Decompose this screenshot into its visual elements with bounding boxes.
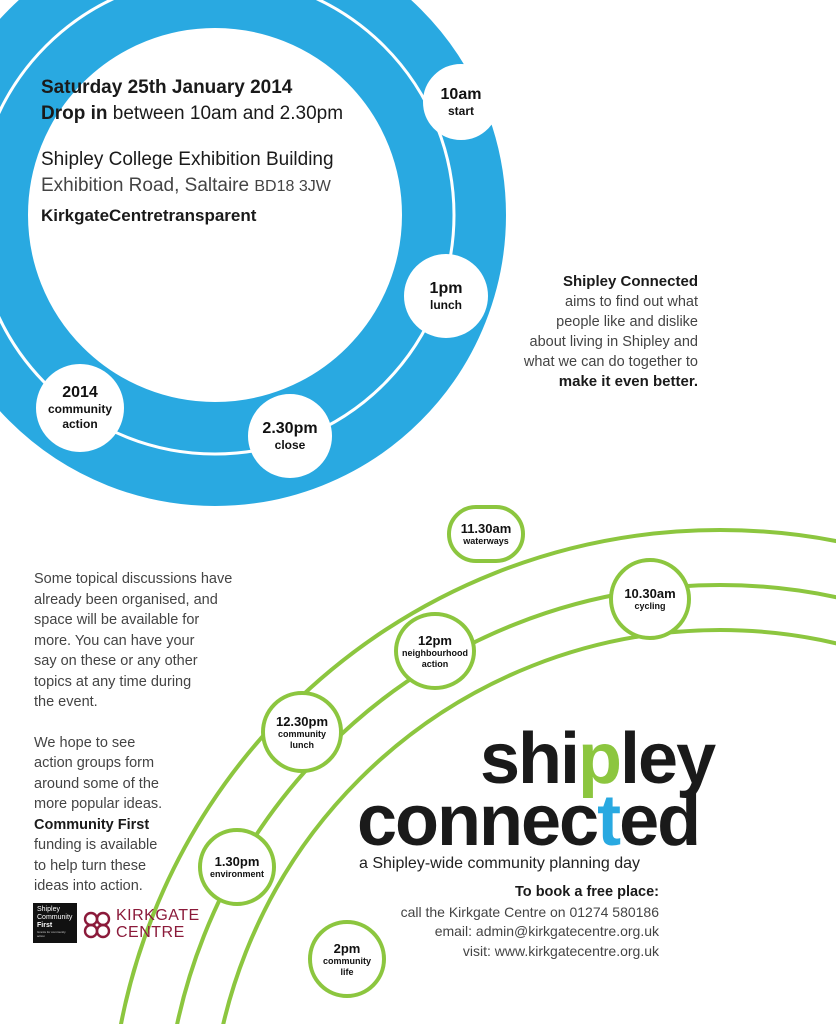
intro-line: about living in Shipley and: [529, 334, 698, 350]
community-first-logo: [33, 903, 77, 943]
topic-node-1130am: [447, 505, 525, 563]
intro-bold-line: make it even better.: [558, 373, 698, 390]
node-time: 1pm: [429, 279, 463, 297]
node-label: community: [47, 402, 112, 416]
wordmark-green-p: p: [578, 719, 621, 799]
topic-node-2pm: [308, 920, 386, 998]
discussion-line: more. You can have your: [34, 632, 195, 649]
node-time: 12pm: [418, 632, 452, 648]
address-street: Exhibition Road, Saltaire: [41, 175, 250, 196]
logo-line: Community: [37, 914, 73, 921]
node-label: neighbourhood: [402, 647, 468, 658]
node-label: lunch: [290, 739, 314, 750]
event-info: [41, 75, 343, 230]
timeline-node-2014: [36, 364, 124, 452]
discussion-line: say on these or any other: [34, 653, 198, 669]
kirkgate-knot-icon: [82, 910, 112, 940]
discussion-line: We hope to see: [34, 734, 136, 751]
topic-node-1230pm: [261, 691, 343, 773]
node-label: waterways: [463, 536, 509, 546]
discussion-line: ideas into action.: [34, 878, 143, 894]
node-time: 2.30pm: [262, 419, 318, 437]
intro-title: Shipley Connected: [562, 273, 698, 290]
logo-line: CENTRE: [116, 924, 185, 941]
drop-in-times: between 10am and 2.30pm: [112, 103, 344, 124]
node-time: 11.30am: [460, 521, 512, 536]
wordmark-part: ed: [619, 781, 700, 861]
topic-node-12pm: [394, 612, 476, 690]
node-label: community: [322, 955, 371, 966]
intro-line: aims to find out what: [565, 294, 698, 310]
node-time: 10am: [440, 85, 482, 103]
topic-node-130pm: [198, 828, 276, 906]
node-label: cycling: [634, 601, 666, 611]
kirkgate-centre-logo: [82, 907, 204, 943]
topic-node-1030am: [609, 558, 691, 640]
wordmark-part: shi: [480, 719, 579, 799]
logo-line: First: [37, 922, 53, 929]
wordmark-connected: [357, 781, 700, 861]
wordmark-part: ley: [620, 719, 715, 799]
discussion-line: action groups form: [34, 755, 155, 771]
intro-line: people like and dislike: [556, 314, 698, 330]
discussion-line: Some topical discussions have: [34, 571, 233, 587]
timeline-node-1pm: [404, 254, 488, 338]
kirkgate-wordmark: [116, 907, 200, 941]
broken-image-alt-text: KirkgateCentretransparent: [41, 206, 257, 225]
booking-phone: call the Kirkgate Centre on 01274 580186: [400, 903, 659, 920]
discussion-line: more popular ideas.: [34, 796, 163, 812]
discussion-line: to help turn these: [34, 857, 147, 874]
booking-title: To book a free place:: [515, 884, 659, 900]
intro-line: what we can do together to: [523, 354, 698, 370]
discussion-line: space will be available for: [34, 612, 200, 628]
logo-line: KIRKGATE: [116, 907, 200, 924]
drop-in-bold: Drop in: [41, 103, 108, 124]
node-time: 2pm: [333, 940, 361, 956]
discussion-line: around some of the: [34, 775, 159, 792]
node-time: 12.30pm: [275, 713, 329, 729]
node-time: 1.30pm: [214, 854, 260, 869]
booking-website: visit: www.kirkgatecentre.org.uk: [462, 942, 659, 959]
node-label: start: [447, 103, 474, 118]
venue-address: [41, 173, 343, 200]
timeline-node-10am: [423, 64, 499, 140]
node-label: close: [274, 437, 306, 452]
node-label: life: [340, 966, 354, 977]
node-label: action: [421, 658, 449, 669]
node-label: action: [62, 417, 98, 431]
address-postcode: BD18 3JW: [254, 178, 331, 195]
logo-small-text: Grants for community action: [37, 930, 66, 938]
booking-block: [401, 883, 659, 961]
wordmark-blue-t: t: [597, 781, 620, 861]
logo-line: Shipley: [37, 906, 60, 913]
discussion-line: already been organised, and: [34, 591, 218, 608]
discussion-line: funding is available: [34, 837, 158, 853]
node-label: environment: [209, 869, 264, 879]
discussion-line: topics at any time during: [34, 673, 192, 690]
wordmark-part: connec: [357, 781, 598, 861]
timeline-node-230pm: [248, 394, 332, 478]
node-time: 10.30am: [624, 586, 676, 601]
community-first-bold: Community First: [34, 816, 150, 833]
drop-in-line: [41, 101, 343, 127]
intro-block: [524, 272, 698, 392]
booking-email: email: admin@kirkgatecentre.org.uk: [434, 923, 659, 939]
venue-name: Shipley College Exhibition Building: [41, 149, 334, 170]
tagline: a Shipley-wide community planning day: [359, 855, 641, 872]
discussion-line: the event.: [34, 694, 98, 710]
node-label: lunch: [430, 297, 462, 312]
node-label: community: [277, 728, 326, 739]
node-time: 2014: [62, 384, 98, 401]
event-date: Saturday 25th January 2014: [41, 77, 293, 98]
